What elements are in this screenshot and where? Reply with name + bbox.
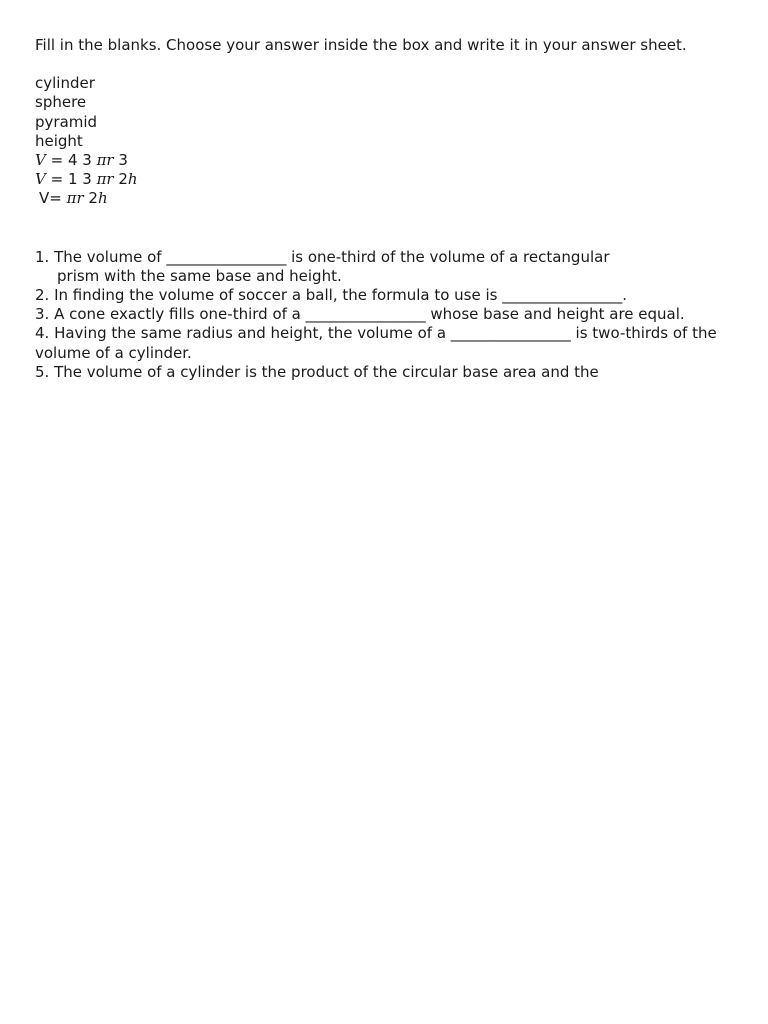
- formula-exponent: 2: [113, 170, 128, 189]
- worksheet-page: [35, 36, 735, 382]
- formula-pi-r: πr: [66, 189, 84, 208]
- choice-cylinder: cylinder: [35, 74, 95, 93]
- answer-blank: ________________: [305, 305, 426, 324]
- formula-exponent: 2: [83, 189, 98, 208]
- choice-formula-cylinder: [35, 189, 735, 208]
- formula-fraction: = 1 3: [45, 170, 97, 189]
- instructions-text: Fill in the blanks. Choose your answer inside the box and write it in your answer sheet.: [35, 36, 687, 54]
- question-1-text-start: 1. The volume of: [35, 247, 167, 266]
- question-4: [35, 324, 735, 362]
- questions-list: [35, 248, 735, 382]
- formula-pi-r: πr: [96, 170, 114, 189]
- question-4-text-start: 4. Having the same radius and height, the volume of a: [35, 324, 451, 343]
- formula-pi-r: πr: [96, 151, 114, 170]
- formula-v-symbol: V: [35, 151, 46, 170]
- answer-blank: ________________: [450, 324, 571, 343]
- formula-h: h: [127, 170, 138, 189]
- question-4-text-end: is two-thirds of the volume of a cylinder.: [35, 324, 717, 362]
- answer-choices-box: [35, 74, 735, 208]
- question-2: [35, 286, 735, 305]
- formula-fraction: = 4 3: [45, 151, 97, 170]
- formula-prefix: V=: [39, 189, 67, 208]
- question-1: [35, 248, 735, 286]
- formula-exponent: 3: [113, 151, 128, 170]
- formula-h: h: [97, 189, 108, 208]
- choice-formula-sphere: [35, 151, 735, 170]
- formula-v-symbol: V: [35, 170, 46, 189]
- question-1-text-end: is one-third of the volume of a rectangular: [286, 247, 610, 266]
- question-2-text-start: 2. In finding the volume of soccer a ball, the formula to use is: [35, 286, 503, 305]
- choice-height: height: [35, 131, 83, 150]
- answer-blank: ________________: [502, 286, 623, 305]
- question-3: [35, 305, 735, 324]
- question-2-text-end: .: [622, 286, 628, 305]
- choice-pyramid: pyramid: [35, 112, 98, 131]
- question-3-text-end: whose base and height are equal.: [425, 305, 685, 324]
- choice-sphere: sphere: [35, 93, 87, 112]
- answer-blank: ________________: [166, 247, 287, 266]
- question-3-text-start: 3. A cone exactly fills one-third of a: [35, 305, 306, 324]
- question-1-continuation: prism with the same base and height.: [57, 266, 342, 285]
- question-5: 5. The volume of a cylinder is the product of the circular base area and the: [35, 362, 599, 381]
- choice-formula-cone: [35, 170, 735, 189]
